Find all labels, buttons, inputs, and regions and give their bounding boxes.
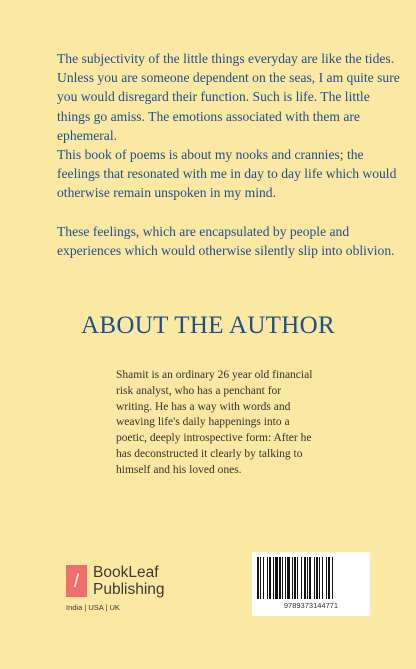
publisher-name-line1: BookLeaf	[93, 564, 159, 581]
isbn-number: 9789373144771	[283, 601, 339, 610]
blurb-text: The subjectivity of the little things everyday are like the tides. Unless you are someone dependent on the seas, I am quite sure you would disregard their function. Such is life. The little things go amiss. The emotions associated with them are ephemeral.	[57, 51, 400, 143]
isbn-barcode	[252, 552, 370, 616]
author-bio: Shamit is an ordinary 26 year old financial risk analyst, who has a penchant for writing. He has a way with words and weaving life's daily happenings into a poetic, deeply introspective form: After he has deconstructed it clearly by talking to himself and his loved ones.	[116, 369, 313, 476]
barcode-bars-icon	[257, 557, 365, 599]
blurb-text: This book of poems is about my nooks and crannies; the feelings that resonated with me in day to day life which would otherwise remain unspoken in my mind.	[57, 147, 397, 201]
back-cover-blurb	[57, 49, 405, 260]
publisher-name-line2: Publishing	[93, 581, 165, 598]
publisher-logo	[66, 565, 216, 613]
publisher-mark-icon: /	[66, 565, 87, 597]
about-author-heading: ABOUT THE AUTHOR	[81, 312, 335, 339]
blurb-paragraph: These feelings, which are encapsulated by people and experiences which would otherwise silently slip into oblivion.	[57, 223, 395, 258]
blurb-paragraph	[57, 49, 405, 203]
publisher-name	[93, 564, 165, 598]
publisher-regions: India | USA | UK	[66, 603, 120, 612]
